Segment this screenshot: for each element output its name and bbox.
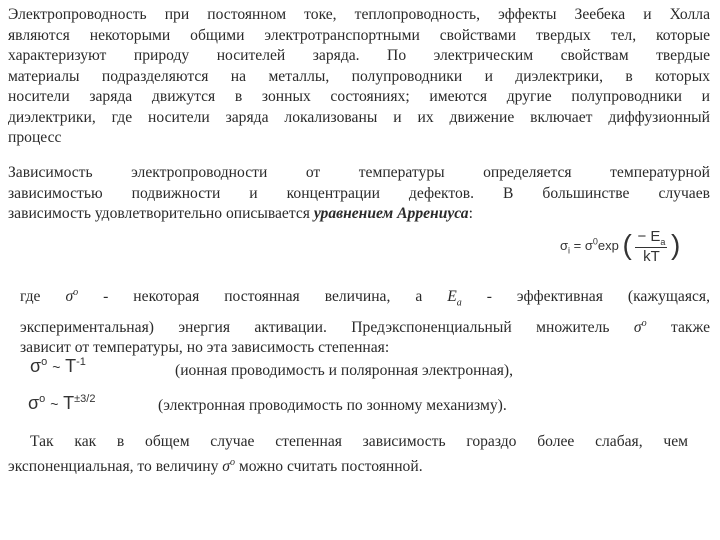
text-line: являются некоторыми общими электротранспортными свойствами твердых тел, которые bbox=[8, 26, 710, 44]
text-line: зависимостью подвижности и концентрации дефектов. В большинстве случаев bbox=[8, 184, 710, 202]
formula-band-description: (электронная проводимость по зонному механизму). bbox=[158, 397, 507, 414]
arrhenius-formula: $\sigma_i = \sigma^0\exp$ ( $\frac{- E_a}{kT}$ ) bbox=[560, 228, 681, 265]
right-paren: ) bbox=[671, 228, 681, 260]
formula-ionic-description: (ионная проводимость и поляронная электронная), bbox=[175, 362, 514, 379]
text-line: Так как в общем случае степенная зависимость гораздо более слабая, чем bbox=[30, 433, 688, 450]
formula-ionic: $\sigma^o$ ~ $T^{-1}$ bbox=[30, 356, 86, 376]
text-line: зависит от температуры, но эта зависимость степенная: bbox=[20, 339, 390, 357]
text-line: характеризуют природу носителей заряда. По электрическим свойствам твердые bbox=[8, 47, 710, 64]
text-line: диэлектрики, где носители заряда локализованы и их движение включает диффузионный bbox=[8, 108, 710, 126]
text-line: Зависимость электропроводности от температуры определяется температурной bbox=[8, 164, 710, 181]
arrhenius-term: уравнением Аррениуса bbox=[313, 205, 469, 222]
text-line: материалы подразделяются на металлы, полупроводники и диэлектрики, в которых bbox=[8, 67, 710, 85]
text-line: экспоненциальная, то величину $\sigma^o$ можно считать постоянной. bbox=[8, 456, 423, 475]
text-line: носители заряда движутся в зонных состояниях; имеются другие полупроводники и bbox=[8, 88, 710, 105]
paragraph-intro bbox=[8, 5, 710, 149]
left-paren: ( bbox=[622, 228, 632, 260]
text-line: экспериментальная) энергия активации. Предэкспоненциальный множитель $\sigma^o$ также bbox=[20, 317, 711, 336]
paragraph-preexponential bbox=[20, 283, 710, 359]
text-line: Электропроводность при постоянном токе, теплопроводность, эффекты Зеебека и Холла bbox=[8, 6, 710, 23]
paragraph-conclusion bbox=[8, 432, 688, 477]
text-line: процесс bbox=[8, 129, 62, 146]
text-line: зависимость удовлетворительно описывается уравнением Аррениуса: bbox=[8, 205, 473, 222]
formula-band: $\sigma^o$ ~ $T^{\pm 3/2}$ bbox=[28, 393, 96, 413]
text-line: где $\sigma^o$ - некоторая постоянная величина, а $E_a$ - эффективная (кажущаяся, bbox=[20, 287, 710, 309]
paragraph-temperature-dependence bbox=[8, 163, 710, 225]
